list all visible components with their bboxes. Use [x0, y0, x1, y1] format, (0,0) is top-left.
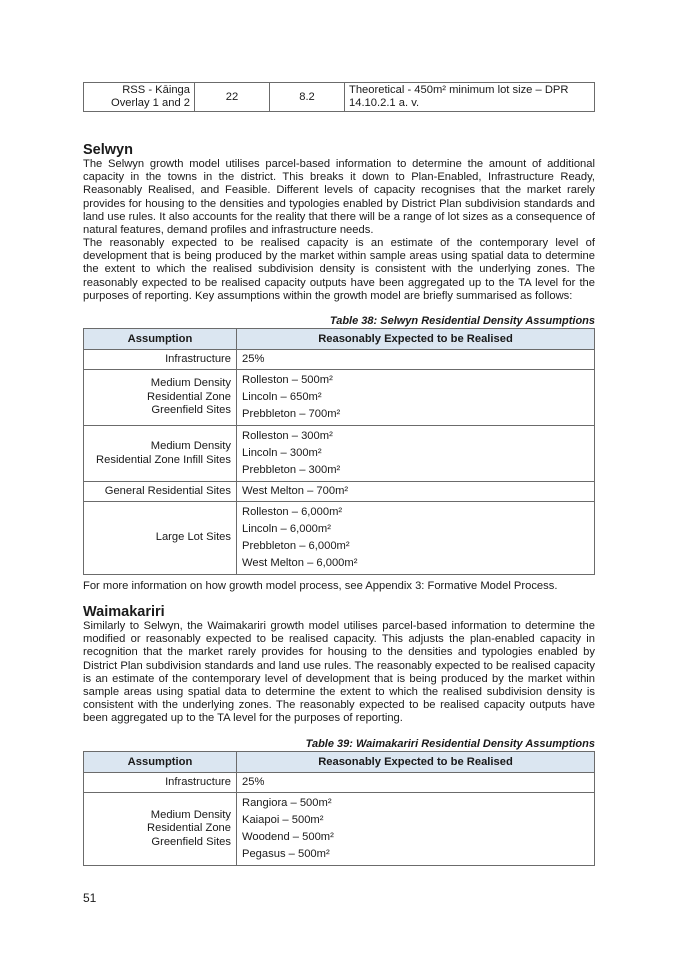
- table-cell: 8.2: [270, 83, 345, 112]
- cell-line: Pegasus – 500m²: [242, 848, 330, 860]
- table-row: [84, 502, 595, 575]
- table-cell: [84, 83, 195, 112]
- table-header-row: [84, 752, 595, 773]
- value-cell: [237, 370, 595, 426]
- cell-line: Woodend – 500m²: [242, 831, 334, 843]
- assumption-cell: General Residential Sites: [84, 482, 237, 502]
- table-caption: Table 38: Selwyn Residential Density Assumptions: [329, 315, 595, 327]
- value-cell: [237, 426, 595, 482]
- assumption-cell: Infrastructure: [84, 773, 237, 793]
- column-header: Assumption: [84, 752, 237, 773]
- cell-line: 14.10.2.1 a. v.: [349, 97, 420, 109]
- value-cell: 25%: [237, 350, 595, 370]
- table-row: [84, 370, 595, 426]
- cell-line: Prebbleton – 6,000m²: [242, 540, 350, 552]
- table-row: [84, 482, 595, 502]
- table-row: [84, 83, 595, 112]
- table-cell: [345, 83, 595, 112]
- cell-line: Prebbleton – 300m²: [242, 464, 341, 476]
- cell-line: Greenfield Sites: [151, 404, 231, 417]
- section-heading-waimakariri: Waimakariri: [83, 604, 165, 620]
- cell-line: Residential Zone: [147, 822, 231, 835]
- cell-line: Rolleston – 500m²: [242, 374, 333, 386]
- cell-line: Lincoln – 650m²: [242, 391, 322, 403]
- table-row: [84, 773, 595, 793]
- value-cell: [237, 502, 595, 575]
- cell-line: Overlay 1 and 2: [111, 97, 190, 109]
- cell-line: Kaiapoi – 500m²: [242, 814, 324, 826]
- section-heading-selwyn: Selwyn: [83, 142, 133, 158]
- waimakariri-density-table: [83, 751, 595, 866]
- waimakariri-paragraph: Similarly to Selwyn, the Waimakariri growth model utilises parcel-based information to determine the modified or reasonably expected to be realised capacity. This adjusts the plan-enabled capacity in recognition that the market rarely provides for housing to the densities and typologies enabled by District Plan subdivision standards and land use rules. The reasonably expected to be realised capacity is an estimate of the contemporary level of development that is being produced by the market within sample areas using spatial data to determine the extent to which the realised subdivision density is consistent with the underlying zones. The reasonably expected to be realised capacity outputs have been aggregated up to the TA level for the purposes of reporting.: [83, 620, 595, 725]
- assumption-cell: [84, 793, 237, 866]
- cell-line: Rangiora – 500m²: [242, 797, 332, 809]
- cell-line: Lincoln – 300m²: [242, 447, 322, 459]
- assumption-cell: [84, 370, 237, 426]
- cell-line: Medium Density: [150, 377, 231, 390]
- table-cell: 22: [195, 83, 270, 112]
- column-header: Assumption: [84, 329, 237, 350]
- cell-line: RSS - Kāinga: [122, 84, 190, 96]
- assumption-cell: Infrastructure: [84, 350, 237, 370]
- cell-line: Prebbleton – 700m²: [242, 408, 341, 420]
- selwyn-paragraph-2: The reasonably expected to be realised capacity is an estimate of the contemporary level of development that is being produced by the market within sample areas using spatial data to determine the extent to which the realised subdivision density is consistent with the underlying zones. The reasonably expected to be realised capacity outputs have been aggregated up to the TA level for the purposes of reporting. Key assumptions within the growth model are briefly summarised as follows:: [83, 237, 595, 302]
- cell-line: Greenfield Sites: [151, 835, 231, 848]
- assumption-cell: Large Lot Sites: [84, 502, 237, 575]
- value-cell: [237, 793, 595, 866]
- table-row: [84, 426, 595, 482]
- table-row: [84, 350, 595, 370]
- cell-line: Residential Zone: [147, 390, 231, 403]
- table-caption: Table 39: Waimakariri Residential Density Assumptions: [305, 738, 595, 750]
- column-header: Reasonably Expected to be Realised: [237, 752, 595, 773]
- cell-line: Medium Density: [150, 808, 231, 821]
- cell-line: Theoretical - 450m² minimum lot size – DPR: [349, 84, 569, 96]
- value-cell: 25%: [237, 773, 595, 793]
- table-header-row: [84, 329, 595, 350]
- value-cell: West Melton – 700m²: [237, 482, 595, 502]
- continued-table: [83, 82, 595, 112]
- cell-line: Rolleston – 6,000m²: [242, 506, 343, 518]
- cell-line: West Melton – 6,000m²: [242, 557, 358, 569]
- cell-line: Residential Zone Infill Sites: [96, 453, 231, 466]
- page-number: 51: [83, 891, 97, 905]
- appendix-note: For more information on how growth model process, see Appendix 3: Formative Model Process.: [83, 580, 558, 592]
- table-row: [84, 793, 595, 866]
- cell-line: Medium Density: [150, 440, 231, 452]
- selwyn-paragraph-1: The Selwyn growth model utilises parcel-based information to determine the amount of additional capacity in the towns in the district. This breaks it down to Plan-Enabled, Infrastructure Ready, Reasonably Realised, and Feasible. Different levels of capacity recognises that the market rarely provides for housing to the densities and typologies enabled by District Plan subdivision standards and land use rules. It also accounts for the reality that there will be a range of lot sizes as a consequence of natural features, demand profiles and infrastructure needs.: [83, 158, 595, 237]
- assumption-cell: [84, 426, 237, 482]
- cell-line: Lincoln – 6,000m²: [242, 523, 331, 535]
- column-header: Reasonably Expected to be Realised: [237, 329, 595, 350]
- cell-line: Rolleston – 300m²: [242, 430, 333, 442]
- selwyn-density-table: [83, 328, 595, 575]
